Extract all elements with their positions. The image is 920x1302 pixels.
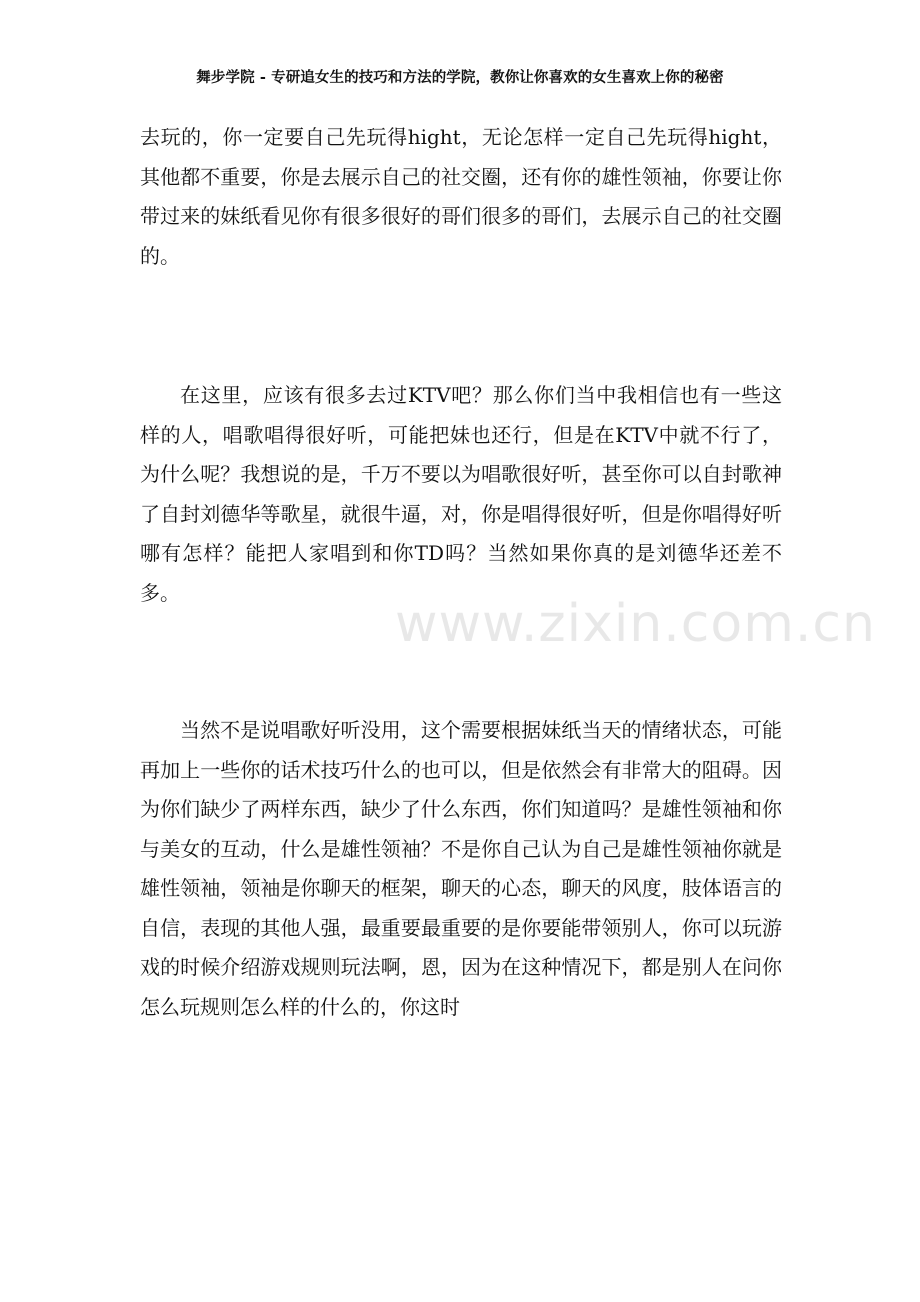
- paragraph-spacer: [140, 276, 782, 376]
- page-header: 舞步学院 - 专研追女生的技巧和方法的学院，教你让你喜欢的女生喜欢上你的秘密: [196, 70, 724, 86]
- watermark: www.zixin.com.cn: [395, 594, 876, 654]
- paragraph-spacer: [140, 613, 782, 711]
- paragraph-2: 在这里，应该有很多去过KTV吧？那么你们当中我相信也有一些这样的人，唱歌唱得很好听，可能把妹也还行，但是在KTV中就不行了，为什么呢？我想说的是，千万不要以为唱歌很好听，甚至你可以自封歌神了自封刘德华等歌星，就很牛逼，对，你是唱得很好听，但是你唱得好听哪有怎样？能把人家唱到和你TD吗？当然如果你真的是刘德华还差不多。: [140, 383, 782, 605]
- paragraph-1: 去玩的，你一定要自己先玩得hight，无论怎样一定自己先玩得hight，其他都不重要，你是去展示自己的社交圈，还有你的雄性领袖，你要让你带过来的妹纸看见你有很多很好的哥们很多的哥们，去展示自己的社交圈的。: [140, 125, 782, 268]
- document-body: [140, 118, 782, 1027]
- paragraph-3: 当然不是说唱歌好听没用，这个需要根据妹纸当天的情绪状态，可能再加上一些你的话术技巧什么的也可以，但是依然会有非常大的阻碍。因为你们缺少了两样东西，缺少了什么东西，你们知道吗？是雄性领袖和你与美女的互动，什么是雄性领袖？不是你自己认为自己是雄性领袖你就是雄性领袖，领袖是你聊天的框架，聊天的心态，聊天的风度，肢体语言的自信，表现的其他人强，最重要最重要的是你要能带领别人，你可以玩游戏的时候介绍游戏规则玩法啊，恩，因为在这种情况下，都是别人在问你怎么玩规则怎么样的什么的，你这时: [140, 718, 782, 1019]
